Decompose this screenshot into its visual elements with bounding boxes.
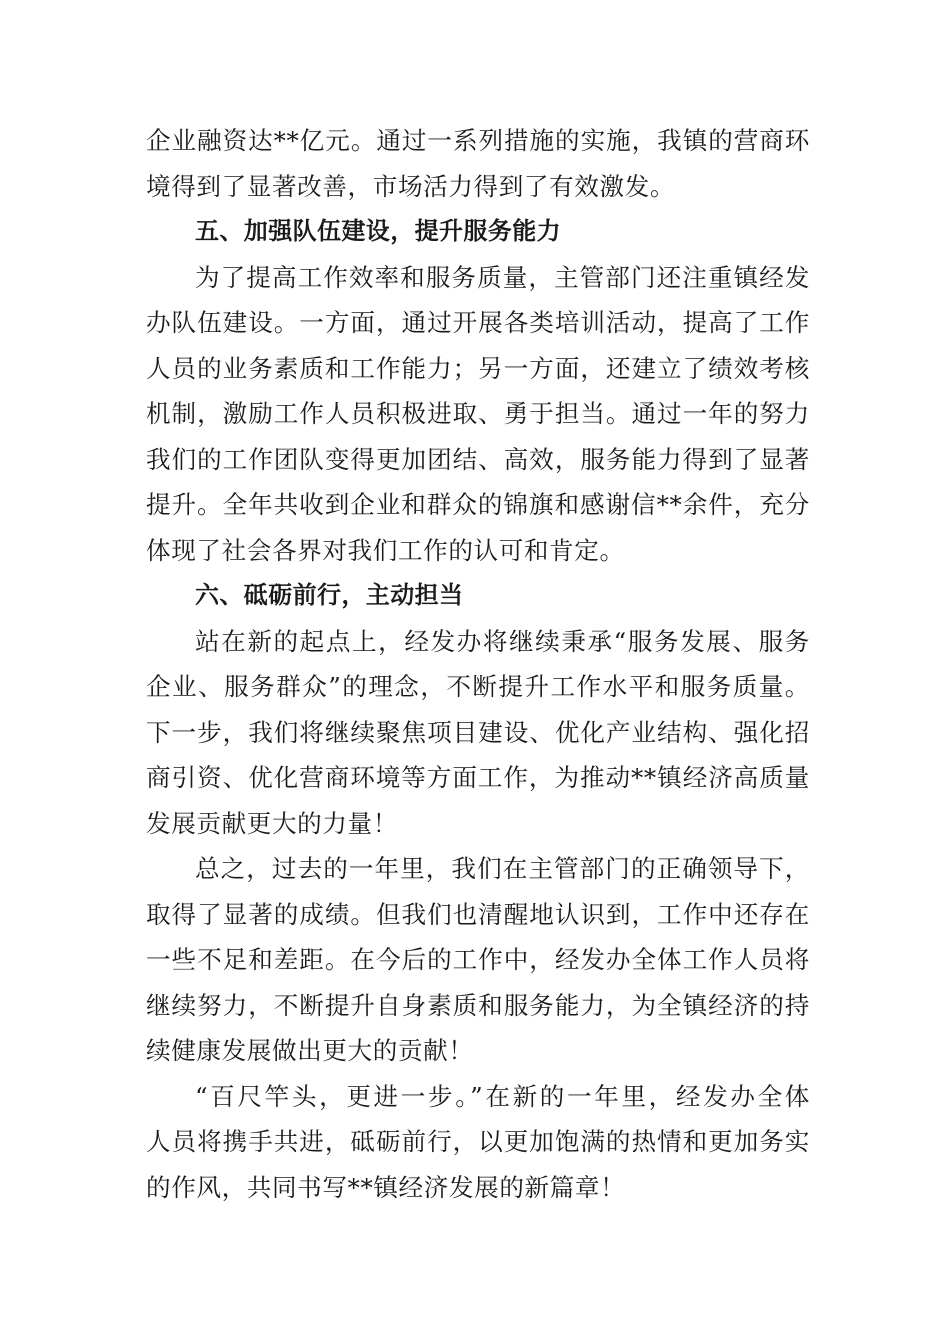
text-line: 人员的业务素质和工作能力；另一方面，还建立了绩效考核 — [146, 353, 810, 383]
document-page — [146, 118, 810, 1210]
paragraph-summary — [146, 846, 810, 1074]
text-line: 我们的工作团队变得更加团结、高效，服务能力得到了显著 — [146, 444, 810, 474]
text-line: 下一步，我们将继续聚焦项目建设、优化产业结构、强化招 — [146, 717, 810, 747]
text-line: 企业、服务群众”的理念，不断提升工作水平和服务质量。 — [146, 672, 810, 701]
paragraph-next-steps — [146, 619, 810, 847]
text-line: 体现了社会各界对我们工作的认可和肯定。 — [146, 535, 625, 565]
text-line: 办队伍建设。一方面，通过开展各类培训活动，提高了工作 — [146, 308, 810, 337]
text-line: “百尺竿头，更进一步。”在新的一年里，经发办全体 — [195, 1081, 810, 1111]
paragraph-financing — [146, 118, 810, 209]
section-heading-6: 六、砥砺前行，主动担当 — [195, 581, 464, 609]
text-line: 人员将携手共进，砥砺前行，以更加饱满的热情和更加务实 — [146, 1127, 810, 1156]
text-line: 的作风，共同书写**镇经济发展的新篇章！ — [146, 1172, 626, 1202]
text-line: 继续努力，不断提升自身素质和服务能力，为全镇经济的持 — [146, 990, 810, 1020]
paragraph-closing — [146, 1074, 810, 1211]
text-line: 发展贡献更大的力量！ — [146, 808, 398, 838]
section-heading-5: 五、加强队伍建设，提升服务能力 — [195, 217, 561, 245]
text-line: 站在新的起点上，经发办将继续秉承“服务发展、服务 — [195, 626, 810, 656]
text-line: 提升。全年共收到企业和群众的锦旗和感谢信**余件，充分 — [146, 490, 810, 519]
text-line: 续健康发展做出更大的贡献！ — [146, 1036, 474, 1065]
text-line: 总之，过去的一年里，我们在主管部门的正确领导下， — [195, 854, 810, 883]
text-line: 商引资、优化营商环境等方面工作，为推动**镇经济高质量 — [146, 763, 810, 792]
text-line: 机制，激励工作人员积极进取、勇于担当。通过一年的努力 — [146, 399, 810, 428]
text-line: 境得到了显著改善，市场活力得到了有效激发。 — [146, 171, 676, 201]
text-line: 企业融资达**亿元。通过一系列措施的实施，我镇的营商环 — [146, 126, 810, 155]
text-line: 取得了显著的成绩。但我们也清醒地认识到，工作中还存在 — [146, 899, 810, 929]
paragraph-team-building — [146, 255, 810, 574]
text-line: 为了提高工作效率和服务质量，主管部门还注重镇经发 — [195, 262, 810, 292]
text-line: 一些不足和差距。在今后的工作中，经发办全体工作人员将 — [146, 945, 810, 974]
